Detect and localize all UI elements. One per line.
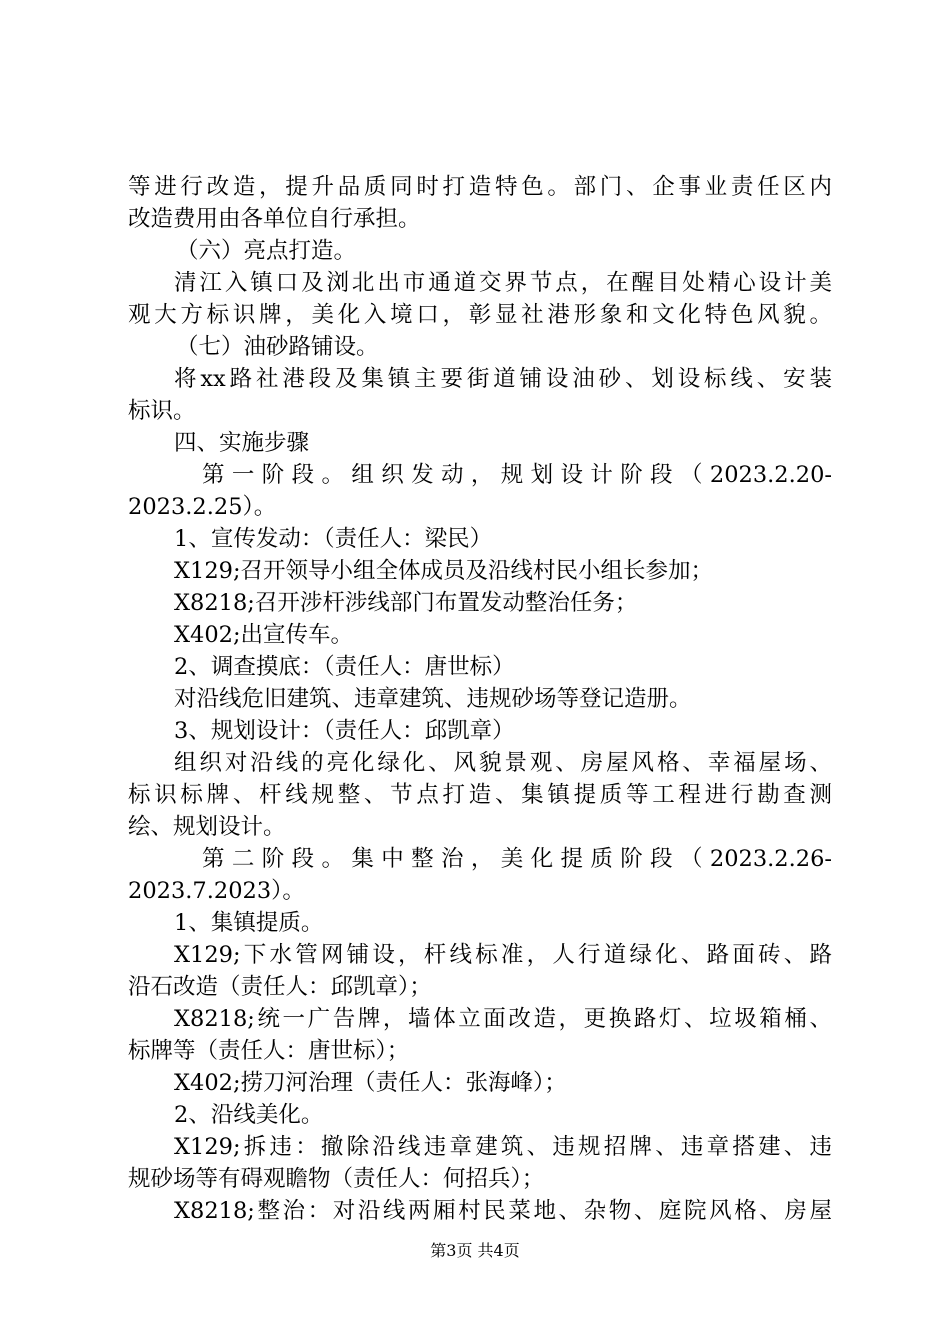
- page-number-footer: 第3页 共4页: [430, 1241, 520, 1260]
- paragraph-line: 规砂场等有碍观瞻物（责任人：何招兵）；: [128, 1166, 545, 1192]
- list-item: X8218;召开涉杆涉线部门布置发动整治任务；: [174, 590, 638, 616]
- list-item: X8218;整治：对沿线两厢村民菜地、杂物、庭院风格、房屋: [174, 1198, 832, 1224]
- section-heading: （七）油砂路铺设。: [176, 334, 379, 360]
- paragraph-line: 对沿线危旧建筑、违章建筑、违规砂场等登记造册。: [174, 686, 692, 712]
- section-heading: （六）亮点打造。: [176, 238, 357, 264]
- list-item: X129;召开领导小组全体成员及沿线村民小组长参加；: [174, 558, 714, 584]
- list-item: 1、宣传发动：（责任人：梁民）: [174, 526, 493, 552]
- body-text: [128, 171, 832, 1227]
- paragraph-line: 2023.7.2023）。: [128, 878, 305, 904]
- paragraph-line: 将xx路社港段及集镇主要街道铺设油砂、划设标线、安装: [174, 366, 832, 392]
- paragraph-line: 标牌等（责任人：唐世标）；: [128, 1038, 410, 1064]
- paragraph-line: 改造费用由各单位自行承担。: [128, 206, 421, 232]
- list-item: X402;出宣传车。: [174, 622, 354, 648]
- list-item: X129;拆违：撤除沿线违章建筑、违规招牌、违章搭建、违: [174, 1134, 832, 1160]
- list-item: X8218;统一广告牌，墙体立面改造，更换路灯、垃圾箱桶、: [174, 1006, 832, 1032]
- paragraph-line: 沿石改造（责任人：邱凯章）；: [128, 974, 432, 1000]
- list-item: X129;下水管网铺设，杆线标准，人行道绿化、路面砖、路: [174, 942, 832, 968]
- paragraph-line: 2023.2.25）。: [128, 494, 277, 520]
- paragraph-line: 组织对沿线的亮化绿化、风貌景观、房屋风格、幸福屋场、: [174, 750, 832, 776]
- paragraph-line: 等进行改造，提升品质同时打造特色。部门、企事业责任区内: [128, 174, 832, 200]
- list-item: 1、集镇提质。: [174, 910, 324, 936]
- stage-heading: 第二阶段。集中整治，美化提质阶段（2023.2.26-: [202, 846, 832, 872]
- paragraph-line: 标识。: [128, 398, 196, 424]
- list-item: X402;捞刀河治理（责任人：张海峰）；: [174, 1070, 567, 1096]
- paragraph-line: 观大方标识牌，美化入境口，彰显社港形象和文化特色风貌。: [128, 302, 832, 328]
- paragraph-line: 清江入镇口及浏北出市通道交界节点，在醒目处精心设计美: [174, 270, 832, 296]
- list-item: 3、规划设计：（责任人：邱凯章）: [174, 718, 515, 744]
- section-heading: 四、实施步骤: [174, 430, 310, 456]
- list-item: 2、调查摸底：（责任人：唐世标）: [174, 654, 515, 680]
- list-item: 2、沿线美化。: [174, 1102, 324, 1128]
- paragraph-line: 绘、规划设计。: [128, 814, 286, 840]
- stage-heading: 第一阶段。组织发动，规划设计阶段（2023.2.20-: [202, 462, 832, 488]
- paragraph-line: 标识标牌、杆线规整、节点打造、集镇提质等工程进行勘查测: [128, 782, 832, 808]
